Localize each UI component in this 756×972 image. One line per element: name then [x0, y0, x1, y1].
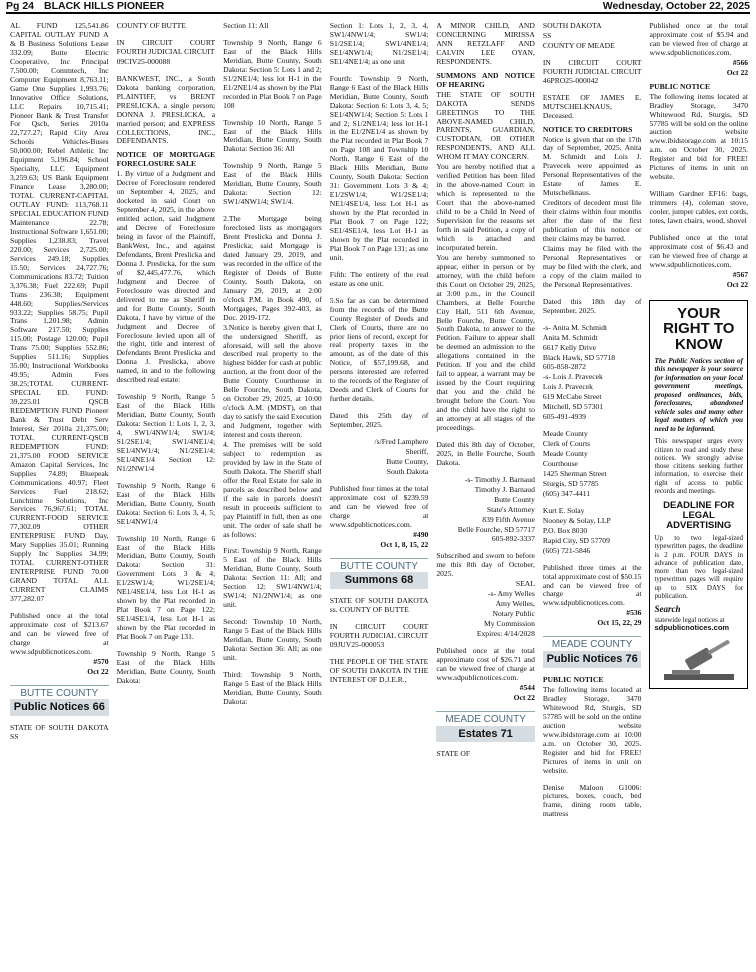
sale-order: Fourth: Township 9 North, Range 6 East of the Black Hills Meridian, Butte County, South Dakota: Section 6: Lots 3, 4, 5; SE1/4NW1/4; Section 5: Lots 1 and 2; S1/2NE1/4; less lot H-1 in the E1/2NE1/4 as shown by the Plat recorded in Plat Book 7 on Page 108 and Township 10 North, Range 6 East of the Black Hills Meridian, Butte County, South Dakota: Section 31: Government Lots 3 & 4; E1/2SW1/4; W1/2SE1/4; NE1/4SE1/4, less Lot H-1 as shown by the Plat recorded in Plat Book 7 on Page 122; SE1/4SE1/4, less Lot H-1 as shown by the Plat recorded in Plat Book 7 on Page 131; as one unit.: [329, 73, 429, 262]
deadline-heading: DEADLINE FOR LEGAL ADVERTISING: [663, 500, 735, 532]
signature: Butte County,: [386, 456, 429, 466]
clerk-address: [543, 430, 642, 499]
newspaper-name: BLACK HILLS PIONEER: [44, 0, 165, 12]
column-3: [221, 22, 324, 968]
search-text: statewide legal notices at: [654, 615, 725, 624]
notices-url[interactable]: sdpublicnotices.com: [654, 622, 730, 632]
address-line: Clerk of Courts: [542, 439, 591, 449]
address-line: Nooney & Solay, LLP: [542, 515, 611, 525]
notary: Expires: 4/14/2028: [476, 629, 535, 639]
rtk-intro: The Public Notices section of this newspaper is your source for information on your local government meetings, proposed ordinances, bids, foreclosures, abandoned vehicle sales and many other legal matters of which you need to be informed.: [654, 356, 744, 433]
address-line: Courthouse: [542, 459, 578, 469]
state-line: STATE OF SOUTH DAKOTA ss. COUNTY OF BUTTE: [329, 596, 429, 615]
signature: 605-892-3337: [491, 534, 535, 544]
paragraph: The following items located at Bradley Storage, 3470 Whitewood Rd, Sturgis, SD 57785 will be sold on the online auction website www.ibidstorage.com at 10:00 a.m. on October 30, 2025. Register and bid for FREE! Pictures of items in unit on website.: [542, 685, 642, 775]
publication-cost: Published once at the total approximate cost of $6.43 and can be viewed free of charge at www.sdpublicnotices.com.: [649, 233, 749, 269]
notary: Notary Public: [492, 609, 535, 619]
legal-description: Section 1: Lots 1, 2, 3, 4, SW1/4NW1/4; SW1/4; S1/2SE1/4; SW1/4NE1/4; SE1/4NW1/4; N1/2SE1/4; SE1/4NE1/4; as one unit: [329, 22, 429, 66]
paragraph: THE STATE OF SOUTH DAKOTA SENDS GREETINGS TO THE ABOVE-NAMED CHILD, PARENTS, GUARDIAN, CUSTODIAN, OR OTHER RESPONDENTS, AND ALL WHOM IT MAY CONCERN.: [436, 89, 535, 162]
section-county: MEADE COUNTY: [445, 713, 526, 725]
section-county: MEADE COUNTY: [551, 639, 633, 651]
address-line: 1425 Sherman Street: [542, 468, 607, 478]
paragraph: Denise Maloon G1006: pictures, boxes, couch, bed frame, dining room table, mattress: [542, 782, 642, 819]
address-line: Sturgis, SD 57785: [542, 478, 599, 488]
notary: Amy Welles,: [495, 599, 535, 609]
notice-columns: [8, 22, 750, 968]
signature-line: 605-491-4939: [542, 412, 586, 422]
page-header: [6, 0, 750, 14]
notice-number: #570: [93, 656, 109, 666]
legal-description: Township 9 North, Range 5 East of the Black Hills Meridian, Butte County, South Dakota:: [116, 649, 216, 685]
notice-heading: NOTICE OF MORTGAGE FORECLOSURE SALE: [116, 150, 216, 169]
address-line: Kurt E. Solay: [542, 505, 585, 515]
publication-cost: Published four times at the total approximate cost of $239.59 and can be viewed free of charge at www.sdpublicnotices.com.: [329, 483, 429, 529]
signature-line: Lois J. Pravecek: [542, 382, 593, 392]
legal-description: Section 11: All: [223, 22, 269, 30]
notice-date: Oct 22: [513, 692, 535, 702]
address-line: (605) 721-5846: [542, 545, 591, 555]
state-line: STATE OF SOUTH DAKOTA SS: [10, 723, 109, 742]
legal-description: Township 9 North, Range 6 East of the Black Hills Meridian, Butte County, South Dakota: Section 5: Lots 1 and 2; S1/2NE1/4; less lot H-1 in the E1/2NE1/4 as shown by the Plat recorded in Plat Book 7 on Page 108: [223, 37, 322, 110]
notice-heading: PUBLIC NOTICE: [542, 675, 604, 685]
publication-cost: Published once at the total approximate cost of $5.94 and can be viewed free of charge at www.sdpublicnotices.com.: [649, 22, 749, 57]
column-1: [8, 22, 111, 968]
dated-line: Dated this 25th day of September, 2025.: [329, 411, 429, 430]
court-line: IN CIRCUIT COURT FOURTH JUDICIAL CIRCUIT 46PRO25-000042: [542, 57, 642, 85]
signature: Belle Fourche, SD 57717: [457, 524, 535, 534]
column-6: [541, 22, 644, 968]
legal-description: Township 10 North, Range 6 East of the Black Hills Meridian, Butte County, South Dakota: Section 31: Government Lots 3 & 4; E1/2SW1/4; W1/2SE1/4; NE1/4SE1/4, less Lot H-1 as shown by the Plat recorded in Plat Book 7 on Page 122; SE1/4SE1/4, less Lot H-1 as shown by the Plat recorded in Plat Book 7 on Page 131.: [116, 533, 216, 642]
issue-date: Wednesday, October 22, 2025: [602, 0, 750, 12]
sale-order: Second: Township 10 North, Range 5 East of the Black Hills Meridian, Butte County, South Dakota: Section 36: All; as one unit.: [223, 617, 322, 662]
parties: THE PEOPLE OF THE STATE OF SOUTH DAKOTA IN THE INTEREST OF D.J.E.R.,: [329, 657, 429, 684]
paragraph: William Gardner EF16: bags, trimmers (4), coleman stove, cooler, jumper cables, ext cords, totes, lawn chairs, wood, shovel: [649, 189, 749, 226]
address-line: Meade County: [542, 429, 588, 439]
legal-description: Township 9 North, Range 6 East of the Black Hills Meridian, Butte County, South Dakota: Section 6: Lots 3, 4, 5; SE1/4NW1/4: [116, 480, 216, 526]
notice-date: Oct 22: [87, 666, 109, 676]
publication-cost: Published once at the total approximate cost of $213.67 and can be viewed free of charge at www.sdpublicnotices.com.: [10, 610, 109, 656]
parties: BANKWEST, INC., a South Dakota banking corporation, PLAINTIFF, vs BRENT PRESLICKA, a single person; DONNA J. PRESLICKA, a married person; and EXPRESS COLLECTIONS, INC., DEFENDANTS.: [116, 73, 216, 146]
notice-number: #566: [732, 57, 749, 67]
section-county: BUTTE COUNTY: [20, 687, 99, 699]
court-line: IN CIRCUIT COURT FOURTH JUDICIAL CIRCUIT: [116, 37, 216, 56]
estate-line: ESTATE OF JAMES E. MUTSCHELKNAUS, Deceased.: [542, 92, 642, 120]
signature: 839 Fifth Avenue: [482, 514, 535, 524]
notice-heading: SUMMONS AND NOTICE OF HEARING: [436, 70, 535, 89]
legal-description: Township 10 North, Range 5 East of the Black Hills Meridian, Butte County, South Dakota: Section 36: All: [223, 117, 322, 154]
parties: A MINOR CHILD, AND CONCERNING MIRISSA ANN RETZLAFF AND CALVIN LEE OYAN, RESPONDENTS.: [436, 22, 535, 66]
dated-line: Dated this 18th day of September, 2025.: [542, 296, 642, 315]
signature: South Dakota: [386, 466, 429, 476]
notice-number: #490: [413, 529, 429, 539]
signature-line: 605-858-2872: [542, 362, 586, 372]
state-line: SS: [542, 30, 552, 40]
column-4: [328, 22, 431, 968]
deadline-text: Up to two legal-sized typewritten pages, the deadline is 2 p.m. FOUR DAYS in advance of publication date, more than two legal-sized typewritten pages will require up to SIX DAYS for publication.: [654, 534, 744, 600]
notary: My Commission: [484, 619, 535, 629]
signature-line: -s- Lois J. Pravecek: [542, 372, 603, 382]
section-header: [436, 711, 535, 743]
state-line: STATE OF: [436, 749, 471, 759]
notice-date: Oct 15, 22, 29: [597, 618, 642, 628]
paragraph: 5.So far as can be determined from the records of the Butte County Register of Deeds and Clerk of Courts, there are no prior liens of record, except for real property taxes in the amount, as of the date of this Notice, of $57,199.68, and persons interested are referred to the records of the Register of Deeds and Clerk of Courts for further details.: [329, 295, 429, 404]
signature: -s- Timothy J. Barnaud: [464, 474, 535, 484]
paragraph: The following items located at Bradley Storage, 3470 Whitewood Rd, Sturgis, SD 57785 will be sold on the online auction website www.ibidstorage.com at 10:15 a.m. on October 30, 2025. Register and bid for FREE! Pictures of items in unit on website.: [649, 91, 749, 182]
section-header: [10, 685, 109, 717]
signature-line: 619 McCabe Street: [542, 392, 602, 402]
attorney-address: [543, 507, 642, 556]
notice-date: Oct 1, 8, 15, 22: [380, 539, 429, 549]
section-title: Public Notices 66: [10, 699, 109, 716]
signature: Butte County: [494, 494, 535, 504]
rtk-title: YOUR RIGHT TO KNOW: [663, 304, 735, 354]
column-7: [647, 22, 750, 968]
publication-cost: Published once at the total approximate cost of $26.71 and can be viewed free of charge at www.sdpublicnotices.com.: [436, 646, 535, 682]
section-title: Public Notices 76: [543, 651, 642, 668]
signature: State's Attorney: [486, 504, 535, 514]
gavel-icon: [664, 640, 734, 680]
section-title: Summons 68: [330, 572, 429, 589]
signature: /s/Fred Lamphere: [374, 437, 429, 447]
notice-number: #536: [626, 608, 642, 618]
signature-line: 6617 Kelly Drive: [542, 342, 597, 352]
notice-number: #544: [519, 682, 535, 692]
representatives-signature: [543, 324, 642, 423]
paragraph: Creditors of decedent must file their claims within four months after the date of the first publication of this notice or their claims may be barred.: [542, 198, 642, 244]
legal-description: Township 9 North, Range 5 East of the Black Hills Meridian, Butte County, South Dakota: Section 1: Lots 1, 2, 3, 4, SW1/4NW1/4; SW1/4; S1/2SE1/4; SW1/4NE1/4; SE1/4NW1/4; N1/2SE1/4; SE1/4NE1/4 Section 12: N1/2NW1/4: [116, 392, 216, 473]
section-title: Estates 71: [436, 726, 535, 743]
state-line: SOUTH DAKOTA: [542, 22, 602, 30]
notary: SEAL: [515, 579, 535, 589]
paragraph: You are hereby notified that a verified Petition has been filed in the above-named Court in which is represented to the Court that the above-named child to be a Child In Need of Supervision for the reasons set forth in said Petition, a copy of which is attached and incorporated herein.: [436, 162, 535, 252]
dated-line: Dated this 8th day of October, 2025, in Belle Fourche, South Dakota.: [436, 439, 535, 467]
search-label: Search: [654, 604, 681, 614]
county-line: COUNTY OF BUTTE: [116, 22, 186, 30]
paragraph: Claims may be filed with the Personal Representatives or may be filed with the clerk, and a copy of the claim mailed to the Personal Representatives.: [542, 243, 642, 289]
paragraph: 3.Notice is hereby given that I, the undersigned Sheriff, as aforesaid, will sell the above described real property to the highest bidder for cash at public auction, at the front door of the Butte County Courthouse in Belle Fourche, South Dakota, on October 29, 2025, at 10:00 o'clock A.M. (MDST), on that day to satisfy the said Execution and Judgment, together with interest and costs thereon.: [223, 322, 322, 440]
address-line: P.O. Box 8030: [542, 525, 588, 535]
signature-line: Black Hawk, SD 57718: [542, 352, 616, 362]
paragraph: Notice is given that on the 17th day of September, 2025, Anita M. Schmidt and Lois J. Pravecek were appointed as Personal Representatives of the Estate of James E. Mutschelknaus.: [542, 134, 642, 198]
section-county: BUTTE COUNTY: [340, 560, 418, 572]
paragraph: You are hereby summoned to appear, either in person or by attorney, with the child before this Court on October 29, 2025, at 3:00 p.m., in the Council Chambers, at Belle Fourche City Hall, 511 6th Avenue, Belle Fourche, Butte County, South Dakota, to answer to the Petition. Failure to appear shall be deemed an admission to the allegations contained in the Petition. If you and the child fail to appear, a warrant may be issued by the Court requiring that you and the child be brought before the Court. You and the child have the right to an attorney at all stages of the proceedings.: [436, 252, 535, 432]
signature-line: Mitchell, SD 57301: [542, 402, 604, 412]
signature-line: Anita M. Schmidt: [542, 332, 598, 342]
sale-order: Third: Township 9 North, Range 5 East of the Black Hills Meridian, Butte County, South Dakota:: [223, 669, 322, 706]
sale-order: Fifth: The entirety of the real estate as one unit.: [329, 269, 429, 288]
sworn-line: Subscribed and sworn to before me this 8th day of October, 2025.: [436, 551, 535, 579]
signature: Sheriff,: [405, 446, 429, 456]
section-header: [543, 636, 642, 668]
notice-heading: NOTICE TO CREDITORS: [542, 124, 633, 134]
sale-order: First: Township 9 North, Range 5 East of the Black Hills Meridian, Butte County, South Dakota: Section 11: All; and Section 12: SW1/4NW1/4; SW1/4; N1/2NW1/4; as one unit.: [223, 546, 322, 610]
notice-date: Oct 22: [726, 279, 749, 289]
address-line: (605) 347-4411: [542, 488, 591, 498]
court-line: IN CIRCUIT COURT FOURTH JUDICIAL CIRCUIT 09JUV25-000053: [329, 622, 429, 650]
paragraph: 4. The premises will be sold subject to redemption as provided by law in the State of South Dakota. The Sheriff shall offer the Real Estate for sale in parcels as described below and if the sale in parcels doesn't result in proceeds sufficient to pay Plaintiff in full, then as one unit. The order of sale shall be as follows:: [223, 439, 322, 539]
fund-claims-text: AL FUND 125,541.86 CAPITAL OUTLAY FUND A & B Business Solutions Lease 332.09; Butte Electric Cooperative, Inc Principal 7,500.00; Commtech, Inc Computer Equipment 8,763.11; Game One Supplies 1,993.76; Innovative Office Solutions, LLC Repairs 10,715.41; Pioneer Bank & Trust Transfer For Qscb, Series 2010a 22,727.27; Rapid City Area Schools Vehicles-Buses 50,000.00; Rebel Athletic Inc Equipment 5,196.84; School Specialty, LLC Equipment 3,259.63; US Bank Equipment Finance Lease 3,280.00; TOTAL CURRENT-CAPITAL OUTLAY FUND: 113,768.11 SPECIAL EDUCATION FUND Maintenance 22.78; Instructional Software 1,651.00; Supplies 1,238.83; Travel 220.00; Services 2,725.00; Services 249.18; Supplies 15.50; Services 24,727.76; Communications 83.72; Tuition 3,376.38; Fuel 222.69; Pupil Trans 236.38; Equipment 448.60; Supplies/Services 933.22; Supplies 58.75; Pupil Trans 1,201.98; Admin Software 217.50; Supplies 115.00; Postage 120.00; Pupil Trans 75.00; Supplies 552.86; Supplies 511.16; Supplies 35.00; Instructional Workbooks 49.95; Admin Fees 38.25;TOTAL CURRENT-SPECIAL ED. FUND: 39,225.01 QSCB REDEMPTION FUND Pioneer Bank & Trust Debt Serv Interest, Ser 2010a 21,375.00; TOTAL CURRENT-QSCB REDEMPTION FUND: 21,375.00 FOOD SERVICE Amazon Capital Services, Inc Supplies 74.89; Bluepeak Communications 40.97; Fleet Services Fuel 218.62; Lunchtime Solutions, Inc Services 76,967.61; TOTAL CURRENT-FOOD SERVICE 77,302.09 OTHER ENTERPRISE FUND Day, Mary Supplies 35.01; Running Supply Inc Supplies 34.99; TOTAL CURRENT-OTHER ENTERPRISE FUND 70.00 GRAND TOTAL ALL CURRENT CLAIMS 377,282.07: [10, 22, 109, 603]
right-to-know-box: [649, 300, 748, 689]
column-5: [434, 22, 537, 968]
paragraph: 1. By virtue of a Judgment and Decree of Foreclosure rendered on September 4, 2025, and docketed in said Court on September 4, 2025, in the above entitled action, said Judgment and Decree of Foreclosure being in favor of the Plaintiff, BankWest, Inc., and against Defendants, Brent Preslicka and Donna J. Preslicka, for the sum of $2,445,477.76, which Judgment and Decree of Foreclosure was directed and delivered to me as Sheriff in and for Butte County, South Dakota, I have by virtue of the Judgment and Decree of Foreclosure levied upon all of the right, title and interest of Defendants Brent Preslicka and Donna J. Preslicka, above named, in and to the following described real estate:: [116, 169, 216, 385]
notice-heading: PUBLIC NOTICE: [649, 81, 711, 91]
publication-cost: Published three times at the total approximate cost of $50.15 and can be viewed free of charge at www.sdpublicnotices.com.: [542, 562, 642, 608]
section-header: [330, 558, 429, 590]
notary: -s- Amy Welles: [487, 589, 535, 599]
column-2: [115, 22, 218, 968]
paragraph: 2.The Mortgage being foreclosed lists as mortgagors Brent Preslicka and Donna J. Preslicka; said Mortgage is dated January 29, 2019, and was recorded in the office of the Register of Deeds of Butte County, South Dakota, on January 29, 2019, at 2:00 o'clock P.M. in Book 490, of Mortgages, Pages 392-403, as Doc. 2019-172.: [223, 214, 322, 322]
county-line: COUNTY OF MEADE: [542, 40, 615, 50]
address-line: Meade County: [542, 449, 588, 459]
case-number: 09CIV25-000088: [116, 56, 171, 66]
page-number: Pg 24: [6, 0, 35, 12]
signature-line: -s- Anita M. Schmidt: [542, 322, 608, 332]
legal-description: Township 9 North, Range 5 East of the Black Hills Meridian, Butte County, South Dakota: Section 12: SW1/4NW1/4; SW1/4.: [223, 161, 322, 207]
notice-number: #567: [732, 269, 749, 279]
rtk-advice: This newspaper urges every citizen to read and study these notices. We strongly advise those citizens seeking further information, to exercise their right of access to public records and meetings.: [654, 437, 744, 495]
signature: Timothy J. Barnaud: [474, 484, 535, 494]
notice-date: Oct 22: [726, 67, 749, 77]
address-line: Rapid City, SD 57709: [542, 535, 610, 545]
